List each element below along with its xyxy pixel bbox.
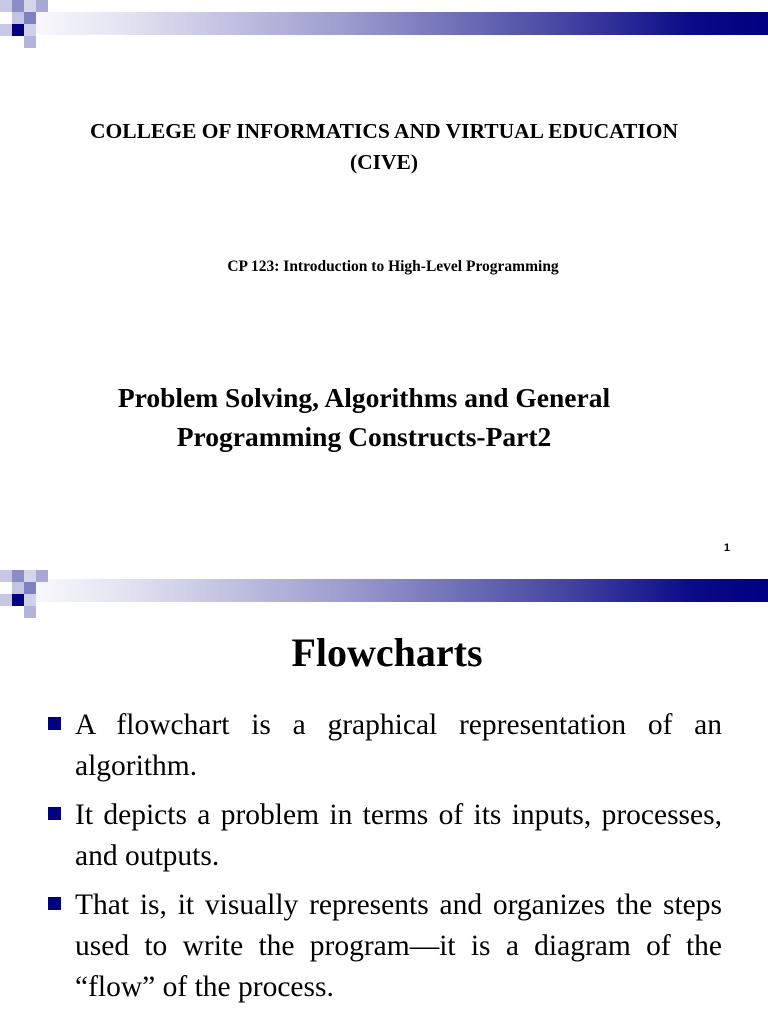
course-title: CP 123: Introduction to High-Level Programming xyxy=(227,258,559,275)
college-abbreviation: (CIVE) xyxy=(349,150,419,174)
lecture-topic xyxy=(0,378,728,456)
topic-line-2: Programming Constructs-Part2 xyxy=(176,421,552,452)
square-bullet-icon xyxy=(48,807,61,820)
bullet-list xyxy=(46,705,722,1016)
bullet-text: It depicts a problem in terms of its inputs, processes, and outputs. xyxy=(75,799,722,872)
header-gradient-bar xyxy=(0,12,768,35)
topic-line-1: Problem Solving, Algorithms and General xyxy=(117,382,611,413)
flowcharts-slide xyxy=(0,570,768,1024)
header-gradient-bar xyxy=(0,579,768,602)
list-item xyxy=(46,795,722,877)
college-heading xyxy=(0,116,768,178)
slide-number: 1 xyxy=(723,542,730,554)
college-name: COLLEGE OF INFORMATICS AND VIRTUAL EDUCATION xyxy=(90,119,678,143)
bullet-text: That is, it visually represents and organizes the steps used to write the program—it is a diagram of the “flow” of the process. xyxy=(75,889,722,1003)
checkered-squares-logo-icon xyxy=(0,0,60,50)
slide-title: Flowcharts xyxy=(291,630,483,675)
list-item xyxy=(46,885,722,1008)
checkered-squares-logo-icon xyxy=(0,570,60,620)
square-bullet-icon xyxy=(48,717,61,730)
square-bullet-icon xyxy=(48,897,61,910)
list-item xyxy=(46,705,722,787)
bullet-text: A flowchart is a graphical representation of an algorithm. xyxy=(75,709,722,782)
